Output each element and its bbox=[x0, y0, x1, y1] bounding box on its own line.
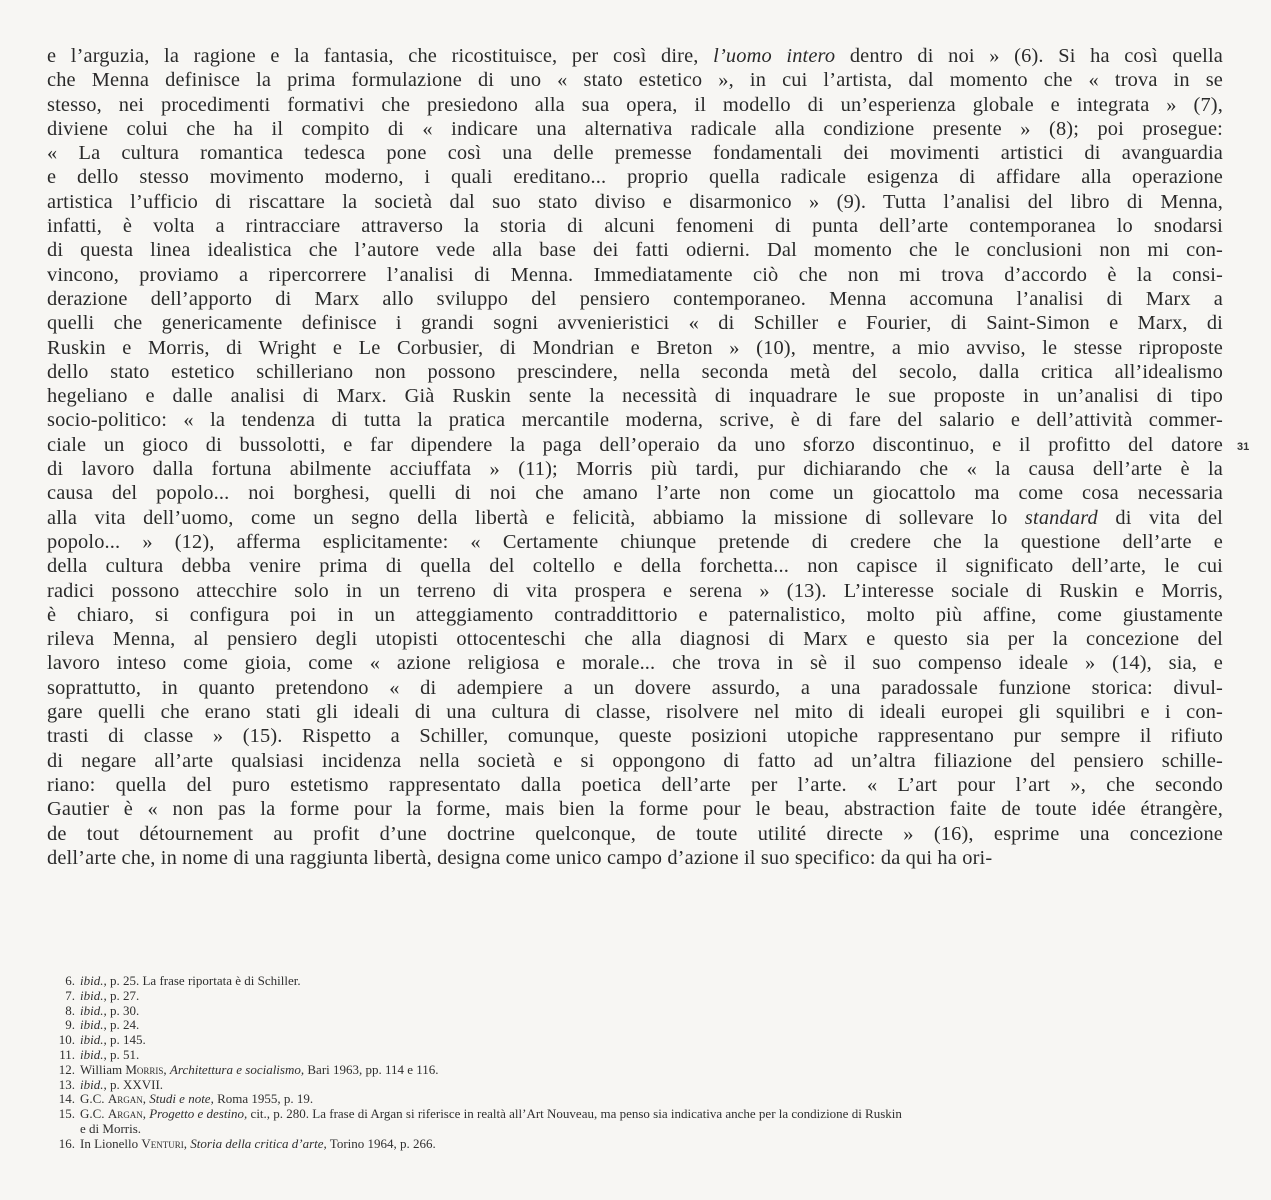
italic-text: ibid., bbox=[80, 987, 107, 1003]
italic-text: Progetto e destino, bbox=[149, 1106, 248, 1122]
italic-text: ibid., bbox=[80, 1076, 107, 1092]
footnote-text: ibid., p. 27. bbox=[80, 987, 140, 1003]
footnote-text: G.C. Argan, Progetto e destino, cit., p. 280. La frase di Argan si riferisce in realtà all’Art Nouveau, ma penso sia indicativa anche per la condizione di Ruskin bbox=[80, 1106, 902, 1122]
footnote-text: ibid., p. 30. bbox=[80, 1002, 140, 1018]
body-line: gare quelli che erano stati gli ideali di una cultura di classe, risolvere nel mito di ideali europei gli squilibri e i con- bbox=[47, 701, 1223, 724]
italic-text: Storia della critica d’arte, bbox=[190, 1135, 327, 1151]
italic-text: ibid., bbox=[80, 1032, 107, 1048]
body-line: di lavoro dalla fortuna abilmente acciuffata » (11); Morris più tardi, pur dichiarando che « la causa dell’arte è la bbox=[47, 458, 1223, 481]
footnote-text: ibid., p. 24. bbox=[80, 1017, 140, 1033]
body-line: di questa linea idealistica che l’autore vede alla base dei fatti odierni. Dal momento che le conclusioni non mi con- bbox=[47, 239, 1223, 262]
italic-text: standard bbox=[1024, 506, 1098, 529]
body-line: dell’arte che, in nome di una raggiunta libertà, designa come unico campo d’azione il suo specifico: da qui ha ori- bbox=[47, 846, 993, 869]
body-line: « La cultura romantica tedesca pone così una delle premesse fondamentali dei movimenti artistici di avanguardia bbox=[47, 142, 1223, 165]
italic-text: ibid., bbox=[80, 973, 107, 988]
footnote bbox=[47, 1033, 1237, 1048]
italic-text: ibid., bbox=[80, 1002, 107, 1018]
body-line: radici possono attecchire solo in un terreno di vita prospera e serena » (13). L’interesse sociale di Ruskin e Morris, bbox=[47, 579, 1223, 602]
footnote bbox=[47, 1063, 1237, 1078]
body-line: riano: quella del puro estetismo rappresentato dalla poetica dell’arte per l’arte. « L’art pour l’art », che secondo bbox=[47, 773, 1223, 796]
footnotes bbox=[47, 974, 1237, 1152]
italic-text: Architettura e socialismo, bbox=[169, 1061, 305, 1077]
body-line: che Menna definisce la prima formulazione di uno « stato estetico », in cui l’artista, dal momento che « trova in se bbox=[47, 69, 1223, 92]
body-line: causa del popolo... noi borghesi, quelli di noi che amano l’arte non come un giocattolo ma come cosa necessaria bbox=[47, 482, 1223, 505]
body-line: stesso, nei procedimenti formativi che presiedono alla sua opera, il modello di un’esperienza globale e integrata » (7), bbox=[47, 93, 1223, 116]
footnote-number: 11. bbox=[59, 1046, 75, 1062]
body-line: Gautier è « non pas la forme pour la forme, mais bien la forme pour le beau, abstraction faite de toute idée étrangère, bbox=[47, 798, 1223, 821]
footnote-number: 6. bbox=[65, 973, 75, 988]
italic-text: ibid., bbox=[80, 1017, 107, 1033]
body-line: trasti di classe » (15). Rispetto a Schiller, comunque, queste posizioni utopiche rappresentano pur sempre il rifiuto bbox=[47, 725, 1223, 748]
footnote-text: ibid., p. 145. bbox=[80, 1032, 146, 1048]
footnote-number: 12. bbox=[58, 1061, 75, 1077]
body-line: e dello stesso movimento moderno, i quali ereditano... proprio quella radicale esigenza di affidare alla operazione bbox=[47, 166, 1223, 189]
body-line: dello stato estetico schilleriano non possono prescindere, nella seconda metà del secolo, dalla critica all’idealismo bbox=[47, 360, 1223, 383]
footnote-text: ibid., p. 25. La frase riportata è di Schiller. bbox=[80, 973, 301, 988]
footnote-text: William Morris, Architettura e socialismo, Bari 1963, pp. 114 e 116. bbox=[80, 1061, 439, 1077]
author-name: Morris bbox=[125, 1061, 164, 1077]
author-name: Argan bbox=[107, 1091, 143, 1107]
body-line: di negare all’arte qualsiasi incidenza nella società e si oppongono di fatto ad un’altra filiazione del pensiero schille- bbox=[47, 749, 1223, 772]
footnote-continuation: e di Morris. bbox=[80, 1120, 142, 1136]
body-line: vincono, proviamo a ripercorrere l’analisi di Menna. Immediatamente ciò che non mi trova d’accordo è la consi- bbox=[47, 263, 1223, 286]
page-number: 31 bbox=[1237, 441, 1250, 453]
footnote bbox=[47, 1048, 1237, 1063]
footnote bbox=[47, 1092, 1237, 1107]
body-line: de tout détournement au profit d’une doctrine quelconque, de toute utilité directe » (16), esprime una concezione bbox=[47, 822, 1223, 845]
body-line: alla vita dell’uomo, come un segno della libertà e felicità, abbiamo la missione di sollevare lo standard di vita del bbox=[47, 506, 1223, 529]
footnote-text: G.C. Argan, Studi e note, Roma 1955, p. 19. bbox=[80, 1091, 314, 1107]
footnote bbox=[47, 1107, 1237, 1122]
body-line: diviene colui che ha il compito di « indicare una alternativa radicale alla condizione presente » (8); poi prosegue: bbox=[47, 117, 1223, 140]
footnote-number: 14. bbox=[58, 1091, 75, 1107]
footnote-number: 13. bbox=[58, 1076, 75, 1092]
author-name: Argan bbox=[107, 1106, 143, 1122]
footnote bbox=[47, 974, 1237, 989]
body-line: hegeliano e dalle analisi di Marx. Già Ruskin sente la necessità di inquadrare le sue proposte in un’analisi di tipo bbox=[47, 385, 1223, 408]
body-text bbox=[47, 44, 1223, 870]
footnote-number: 8. bbox=[65, 1002, 75, 1018]
body-line: popolo... » (12), afferma esplicitamente: « Certamente chiunque pretende di credere che la questione dell’arte e bbox=[47, 530, 1223, 553]
body-line: quelli che genericamente definisce i grandi sogni avvenieristici « di Schiller e Fourier, di Saint-Simon e Marx, di bbox=[47, 312, 1223, 335]
body-line: è chiaro, si configura poi in un atteggiamento contraddittorio e paternalistico, molto più affine, come giustamente bbox=[47, 603, 1223, 626]
footnote-text: In Lionello Venturi, Storia della critica d’arte, Torino 1964, p. 266. bbox=[80, 1135, 436, 1151]
body-line: della cultura debba venire prima di quella del coltello e della forchetta... non capisce il significato dell’arte, le cui bbox=[47, 555, 1223, 578]
footnote-text: ibid., p. XXVII. bbox=[80, 1076, 164, 1092]
footnote bbox=[47, 1137, 1237, 1152]
body-line: derazione dell’apporto di Marx allo sviluppo del pensiero contemporaneo. Menna accomuna l’analisi di Marx a bbox=[47, 287, 1223, 310]
footnote bbox=[47, 989, 1237, 1004]
footnote-number: 15. bbox=[58, 1106, 75, 1122]
footnote-number: 9. bbox=[65, 1017, 75, 1033]
body-line: lavoro inteso come gioia, come « azione religiosa e morale... che trova in sè il suo compenso ideale » (14), sia, e bbox=[47, 652, 1223, 675]
footnote-text: ibid., p. 51. bbox=[80, 1046, 140, 1062]
body-line: Ruskin e Morris, di Wright e Le Corbusier, di Mondrian e Breton » (10), mentre, a mio avviso, le stesse riproposte bbox=[47, 336, 1223, 359]
italic-text: l’uomo intero bbox=[713, 45, 836, 67]
italic-text: Studi e note, bbox=[149, 1091, 214, 1107]
footnote-number: 10. bbox=[58, 1032, 75, 1048]
author-name: Venturi bbox=[141, 1135, 184, 1151]
body-line: e l’arguzia, la ragione e la fantasia, che ricostituisce, per così dire, l’uomo intero dentro di noi » (6). Si ha così quella bbox=[47, 45, 1223, 67]
footnote bbox=[47, 1004, 1237, 1019]
body-line: socio-politico: « la tendenza di tutta la pratica mercantile moderna, scrive, è di fare del salario e dell’attività commer- bbox=[47, 409, 1223, 432]
footnote bbox=[47, 1078, 1237, 1093]
body-line: rileva Menna, al pensiero degli utopisti ottocenteschi che alla diagnosi di Marx e questo sia per la concezione del bbox=[47, 628, 1223, 651]
body-line: infatti, è volta a rintracciare attraverso la storia di alcuni fenomeni di punta dell’arte contemporanea lo snodarsi bbox=[47, 215, 1223, 238]
body-line: artistica l’ufficio di riscattare la società dal suo stato diviso e disarmonico » (9). Tutta l’analisi del libro di Menna, bbox=[47, 190, 1223, 213]
footnote-number: 7. bbox=[65, 987, 75, 1003]
body-line: ciale un gioco di bussolotti, e far dipendere la paga dell’operaio da uno sforzo discontinuo, e il profitto del datore bbox=[47, 433, 1223, 456]
footnote-number: 16. bbox=[58, 1135, 75, 1151]
footnote bbox=[47, 1018, 1237, 1033]
italic-text: ibid., bbox=[80, 1046, 107, 1062]
body-line: soprattutto, in quanto pretendono « di adempiere a un dovere assurdo, a una paradossale funzione storica: divul- bbox=[47, 676, 1223, 699]
